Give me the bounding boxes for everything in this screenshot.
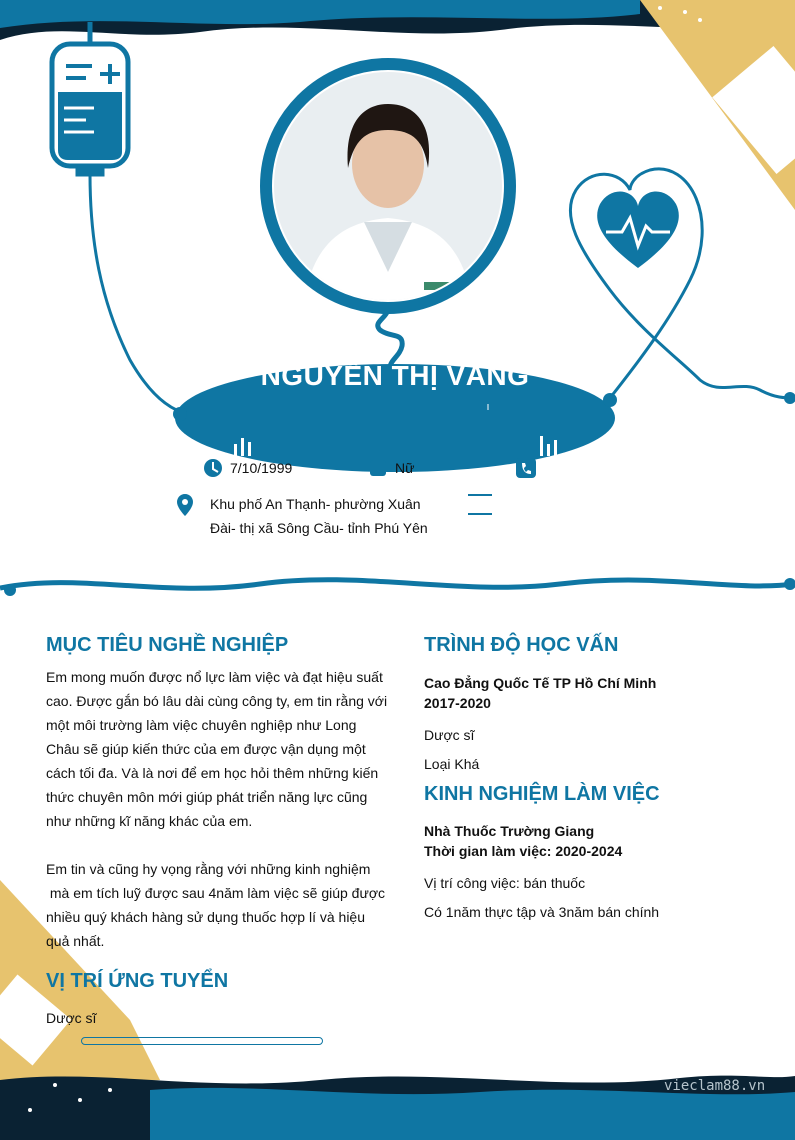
gender-value: Nữ [395,460,415,476]
experience-note: Có 1năm thực tập và 3năm bán chính [424,904,660,920]
objective-paragraph-2 [46,857,386,953]
objective-line: Châu sẽ giúp kiến thức của em được vận dụng một [46,741,366,757]
experience-period: Thời gian làm việc: 2020-2024 [424,843,623,859]
bottom-wave-blue [150,1088,795,1140]
watermark: vieclam88.vn [664,1078,766,1094]
objective-line: nhiều quý khách hàng sử dụng thuốc hợp lí và hiệu [46,909,365,925]
objective-line: Em mong muốn được nổ lực làm việc và đạt hiệu suất [46,669,383,685]
clock-icon [204,459,222,477]
position-underline-bar [81,1037,323,1045]
education-title: TRÌNH ĐỘ HỌC VẤN [424,634,619,656]
education-years: 2017-2020 [424,695,491,711]
objective-paragraph-1 [46,665,388,833]
address-line-2: Đài- thị xã Sông Cầu- tỉnh Phú Yên [210,520,428,536]
objective-line: thức chuyên môn mới giúp phát triển năng lực cũng [46,789,368,805]
heartbeat-icon [597,191,679,268]
dob-value: 7/10/1999 [230,460,293,476]
middle-wave-divider [0,580,795,589]
objective-line: một môi trường làm việc chuyên nghiệp như Long [46,717,357,733]
objective-line: cao. Được gắn bó lâu dài cùng công ty, em tin rằng với [46,693,388,709]
objective-line: cách tối đa. Và là nơi để em học hỏi thêm những kiến [46,765,379,781]
experience-title: KINH NGHIỆM LÀM VIỆC [424,783,660,805]
position-title: VỊ TRÍ ỨNG TUYỂN [46,970,229,992]
candidate-name: NGUYỄN THỊ VÀNG [260,360,530,391]
phone-icon [516,458,536,478]
position-value: Dược sĩ [46,1010,97,1026]
profile-photo [274,72,502,300]
email-icon [468,495,492,514]
iv-tube [90,174,188,414]
experience-company: Nhà Thuốc Trường Giang [424,823,595,839]
education-school: Cao Đẳng Quốc Tế TP Hồ Chí Minh [424,675,657,691]
objective-title: MỤC TIÊU NGHỀ NGHIỆP [46,634,289,656]
education-grade: Loại Khá [424,756,480,772]
address-line-1: Khu phố An Thạnh- phường Xuân [210,496,421,512]
objective-line: như những kĩ năng khác của em. [46,813,253,829]
experience-role: Vị trí công việc: bán thuốc [424,875,586,891]
objective-line: Em tin và cũng hy vọng rằng với những kinh nghiệm [46,861,371,877]
objective-line: quả nhất. [46,933,105,949]
objective-line: mà em tích luỹ được sau 4năm làm việc sẽ giúp được [46,885,386,901]
education-major: Dược sĩ [424,727,475,743]
gender-icon [370,460,386,476]
